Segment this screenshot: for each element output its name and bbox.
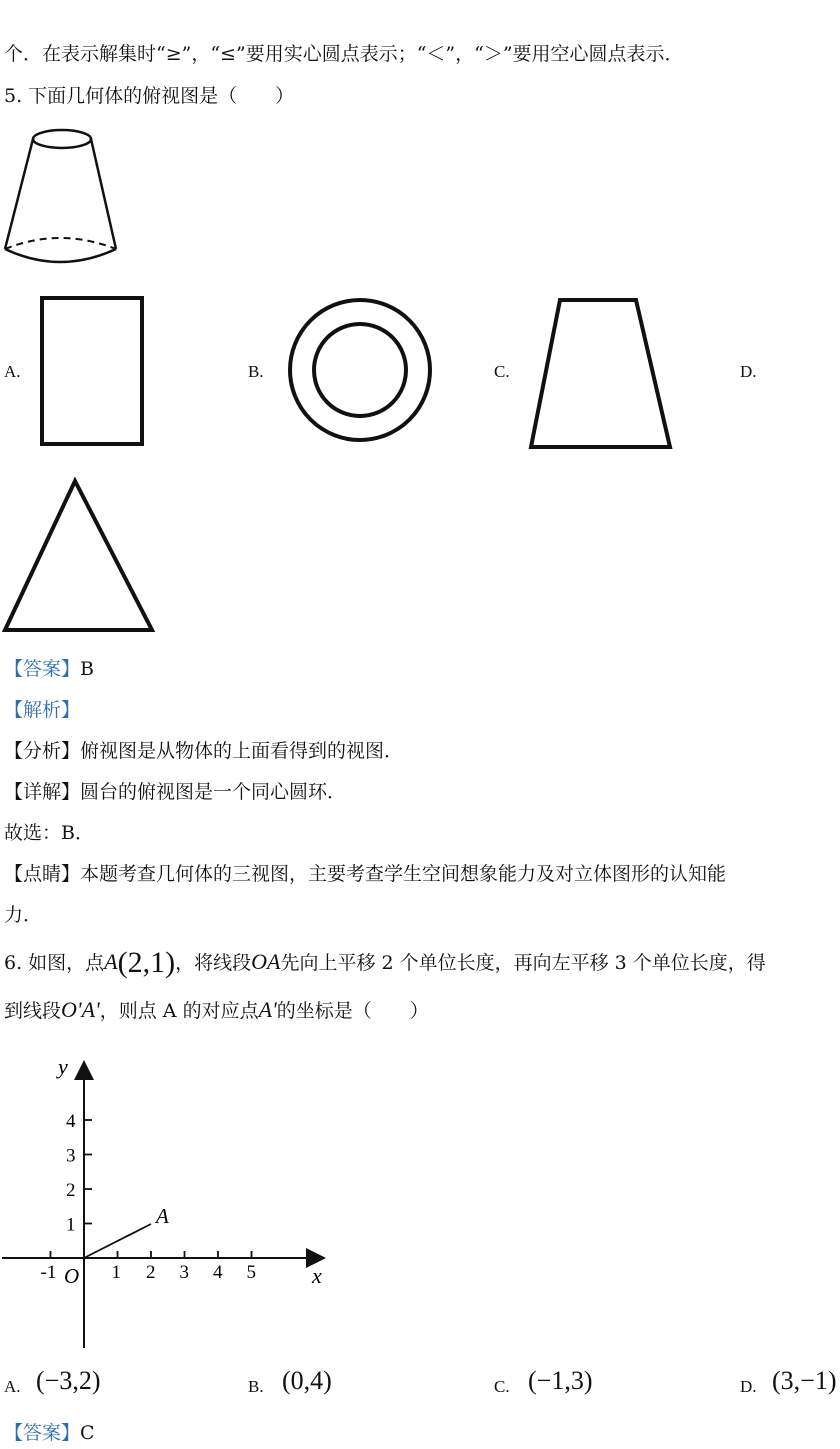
q5-dianjing-cont: 力． [4, 904, 43, 926]
x-tick-label: 1 [111, 1262, 121, 1283]
continuation-text: 个．在表示解集时“≥”，“≤”要用实心圆点表示；“＜”，“＞”要用空心圆点表示． [4, 43, 684, 65]
segment-oa: OA [251, 949, 281, 974]
q6-option-b-label: B. [248, 1377, 264, 1396]
x-tick-label: -1 [40, 1262, 57, 1283]
q5-option-b-label: B. [248, 362, 264, 381]
frustum-figure [0, 125, 125, 275]
x-tick-label: 2 [146, 1262, 156, 1283]
q6-mid2: 先向上平移 2 个单位长度，再向左平移 3 个单位长度，得 [280, 952, 766, 974]
q6-option-c-value: (−1,3) [528, 1366, 593, 1395]
q5-choice: 故选：B． [4, 822, 94, 844]
q5-analysis-heading [4, 698, 80, 722]
point-a-symbol: A [104, 949, 118, 974]
q5-option-c-trapezoid [528, 296, 678, 454]
answer-tag: 【答案】 [4, 658, 81, 680]
x-axis-label: x [312, 1263, 322, 1288]
q6-option-a-label: A. [4, 1377, 21, 1396]
q5-option-a-rectangle [38, 294, 148, 450]
y-tick-label: 3 [66, 1145, 76, 1167]
point-a-prime: A' [258, 997, 277, 1022]
q6-mid1: ，将线段 [175, 952, 252, 974]
q6-question-line1 [4, 946, 766, 979]
x-tick-label: 5 [246, 1262, 256, 1283]
point-a-label: A [156, 1204, 169, 1228]
q5-dianjing [4, 862, 726, 886]
q5-fenxi [4, 739, 403, 763]
segment-oa-prime: O'A' [61, 997, 100, 1022]
q6-option-b-value: (0,4) [282, 1366, 332, 1395]
q6-mid3: ，则点 A 的对应点 [99, 1000, 259, 1022]
q5-xiangjie [4, 780, 346, 804]
y-axis-label: y [58, 1054, 68, 1079]
coordinate-graph [0, 1050, 340, 1350]
q6-prefix: 6. 如图，点 [4, 952, 105, 974]
x-tick-label: 3 [179, 1262, 189, 1283]
answer-value: B [80, 658, 94, 680]
q6-option-a-value: (−3,2) [36, 1366, 101, 1395]
y-tick-label: 2 [66, 1180, 76, 1201]
analysis-tag: 【解析】 [4, 699, 81, 721]
y-tick-label: 1 [66, 1214, 76, 1236]
q6-option-d-label: D. [740, 1377, 757, 1396]
xiangjie-tag: 【详解】 [4, 781, 81, 803]
q6-suffix: 的坐标是（ ） [276, 1000, 429, 1022]
q5-option-a-label: A. [4, 362, 21, 381]
q6-option-c-label: C. [494, 1377, 510, 1396]
q6-answer-tag: 【答案】 [4, 1422, 81, 1444]
coord-a: (2,1) [117, 946, 176, 979]
q5-option-d-label: D. [740, 362, 757, 381]
dianjing-tag: 【点睛】 [4, 863, 81, 885]
q5-option-c-label: C. [494, 362, 510, 381]
dianjing-text: 本题考查几何体的三视图，主要考查学生空间想象能力及对立体图形的认知能 [80, 863, 727, 885]
xiangjie-text: 圆台的俯视图是一个同心圆环． [80, 781, 347, 803]
origin-label: O [64, 1264, 80, 1288]
q6-option-d-value: (3,−1) [772, 1366, 837, 1395]
y-tick-label: 4 [66, 1111, 76, 1132]
q6-prefix2: 到线段 [4, 1000, 62, 1022]
fenxi-text: 俯视图是从物体的上面看得到的视图． [80, 740, 404, 762]
x-tick-label: 4 [213, 1262, 223, 1283]
q6-question-line2 [4, 998, 429, 1023]
q6-answer [4, 1421, 95, 1445]
fenxi-tag: 【分析】 [4, 740, 81, 762]
q5-option-b-concentric-circles [286, 296, 436, 446]
q5-option-d-triangle [2, 478, 158, 636]
q6-answer-value: C [80, 1422, 95, 1444]
q5-question: 5. 下面几何体的俯视图是（ ） [4, 85, 295, 107]
q5-answer [4, 657, 94, 681]
